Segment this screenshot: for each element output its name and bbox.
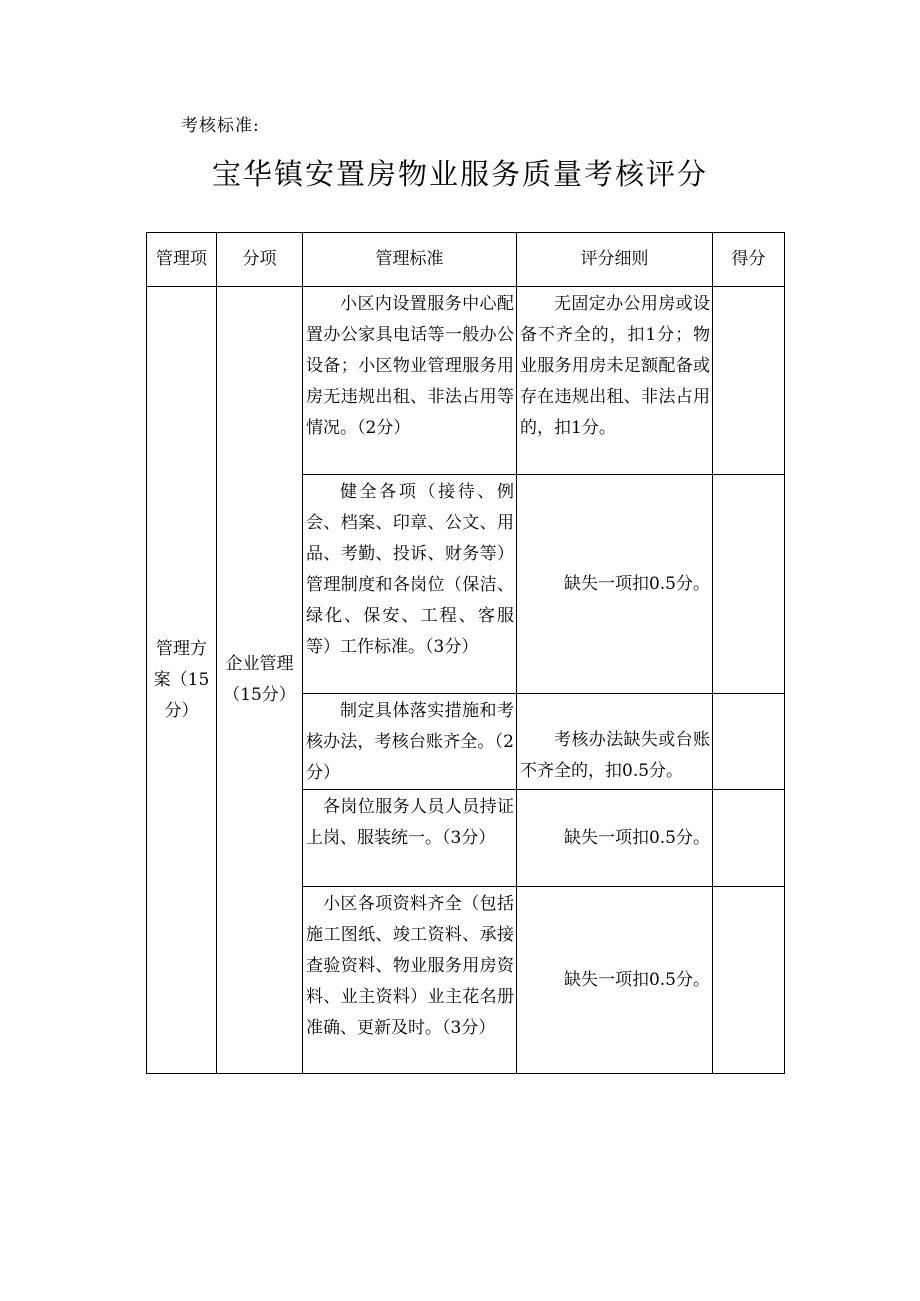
table-row (147, 287, 785, 475)
page-title: 宝华镇安置房物业服务质量考核评分 (211, 157, 708, 191)
assessment-label: 考核标准: (181, 116, 260, 136)
standard-cell: 小区内设置服务中心配置办公家具电话等一般办公设备；小区物业管理服务用房无违规出租、非法占用等情况。（2分） (303, 287, 517, 475)
score-cell[interactable] (713, 287, 785, 475)
sub-item-cell: 企业管理（15分） (217, 287, 303, 1074)
score-cell[interactable] (713, 887, 785, 1074)
col-header-sub-item: 分项 (217, 233, 303, 287)
col-header-standard: 管理标准 (303, 233, 517, 287)
assessment-table (146, 232, 785, 1074)
rule-cell: 无固定办公用房或设备不齐全的，扣1分；物业服务用房未足额配备或存在违规出租、非法占用的，扣1分。 (517, 287, 713, 475)
table-header-row (147, 233, 785, 287)
rule-cell: 考核办法缺失或台账不齐全的，扣0.5分。 (517, 694, 713, 790)
rule-cell: 缺失一项扣0.5分。 (517, 790, 713, 887)
col-header-score: 得分 (713, 233, 785, 287)
score-cell[interactable] (713, 694, 785, 790)
score-cell[interactable] (713, 790, 785, 887)
col-header-management-item: 管理项 (147, 233, 217, 287)
standard-cell: 小区各项资料齐全（包括施工图纸、竣工资料、承接查验资料、物业服务用房资料、业主资料）业主花名册准确、更新及时。（3分） (303, 887, 517, 1074)
standard-cell: 各岗位服务人员人员持证上岗、服装统一。（3分） (303, 790, 517, 887)
rule-cell: 缺失一项扣0.5分。 (517, 475, 713, 694)
standard-cell: 制定具体落实措施和考核办法，考核台账齐全。（2分） (303, 694, 517, 790)
score-cell[interactable] (713, 475, 785, 694)
management-item-cell: 管理方案（15分） (147, 287, 217, 1074)
col-header-rule: 评分细则 (517, 233, 713, 287)
standard-cell: 健全各项（接待、例会、档案、印章、公文、用品、考勤、投诉、财务等）管理制度和各岗位（保洁、绿化、保安、工程、客服等）工作标准。（3分） (303, 475, 517, 694)
rule-cell: 缺失一项扣0.5分。 (517, 887, 713, 1074)
